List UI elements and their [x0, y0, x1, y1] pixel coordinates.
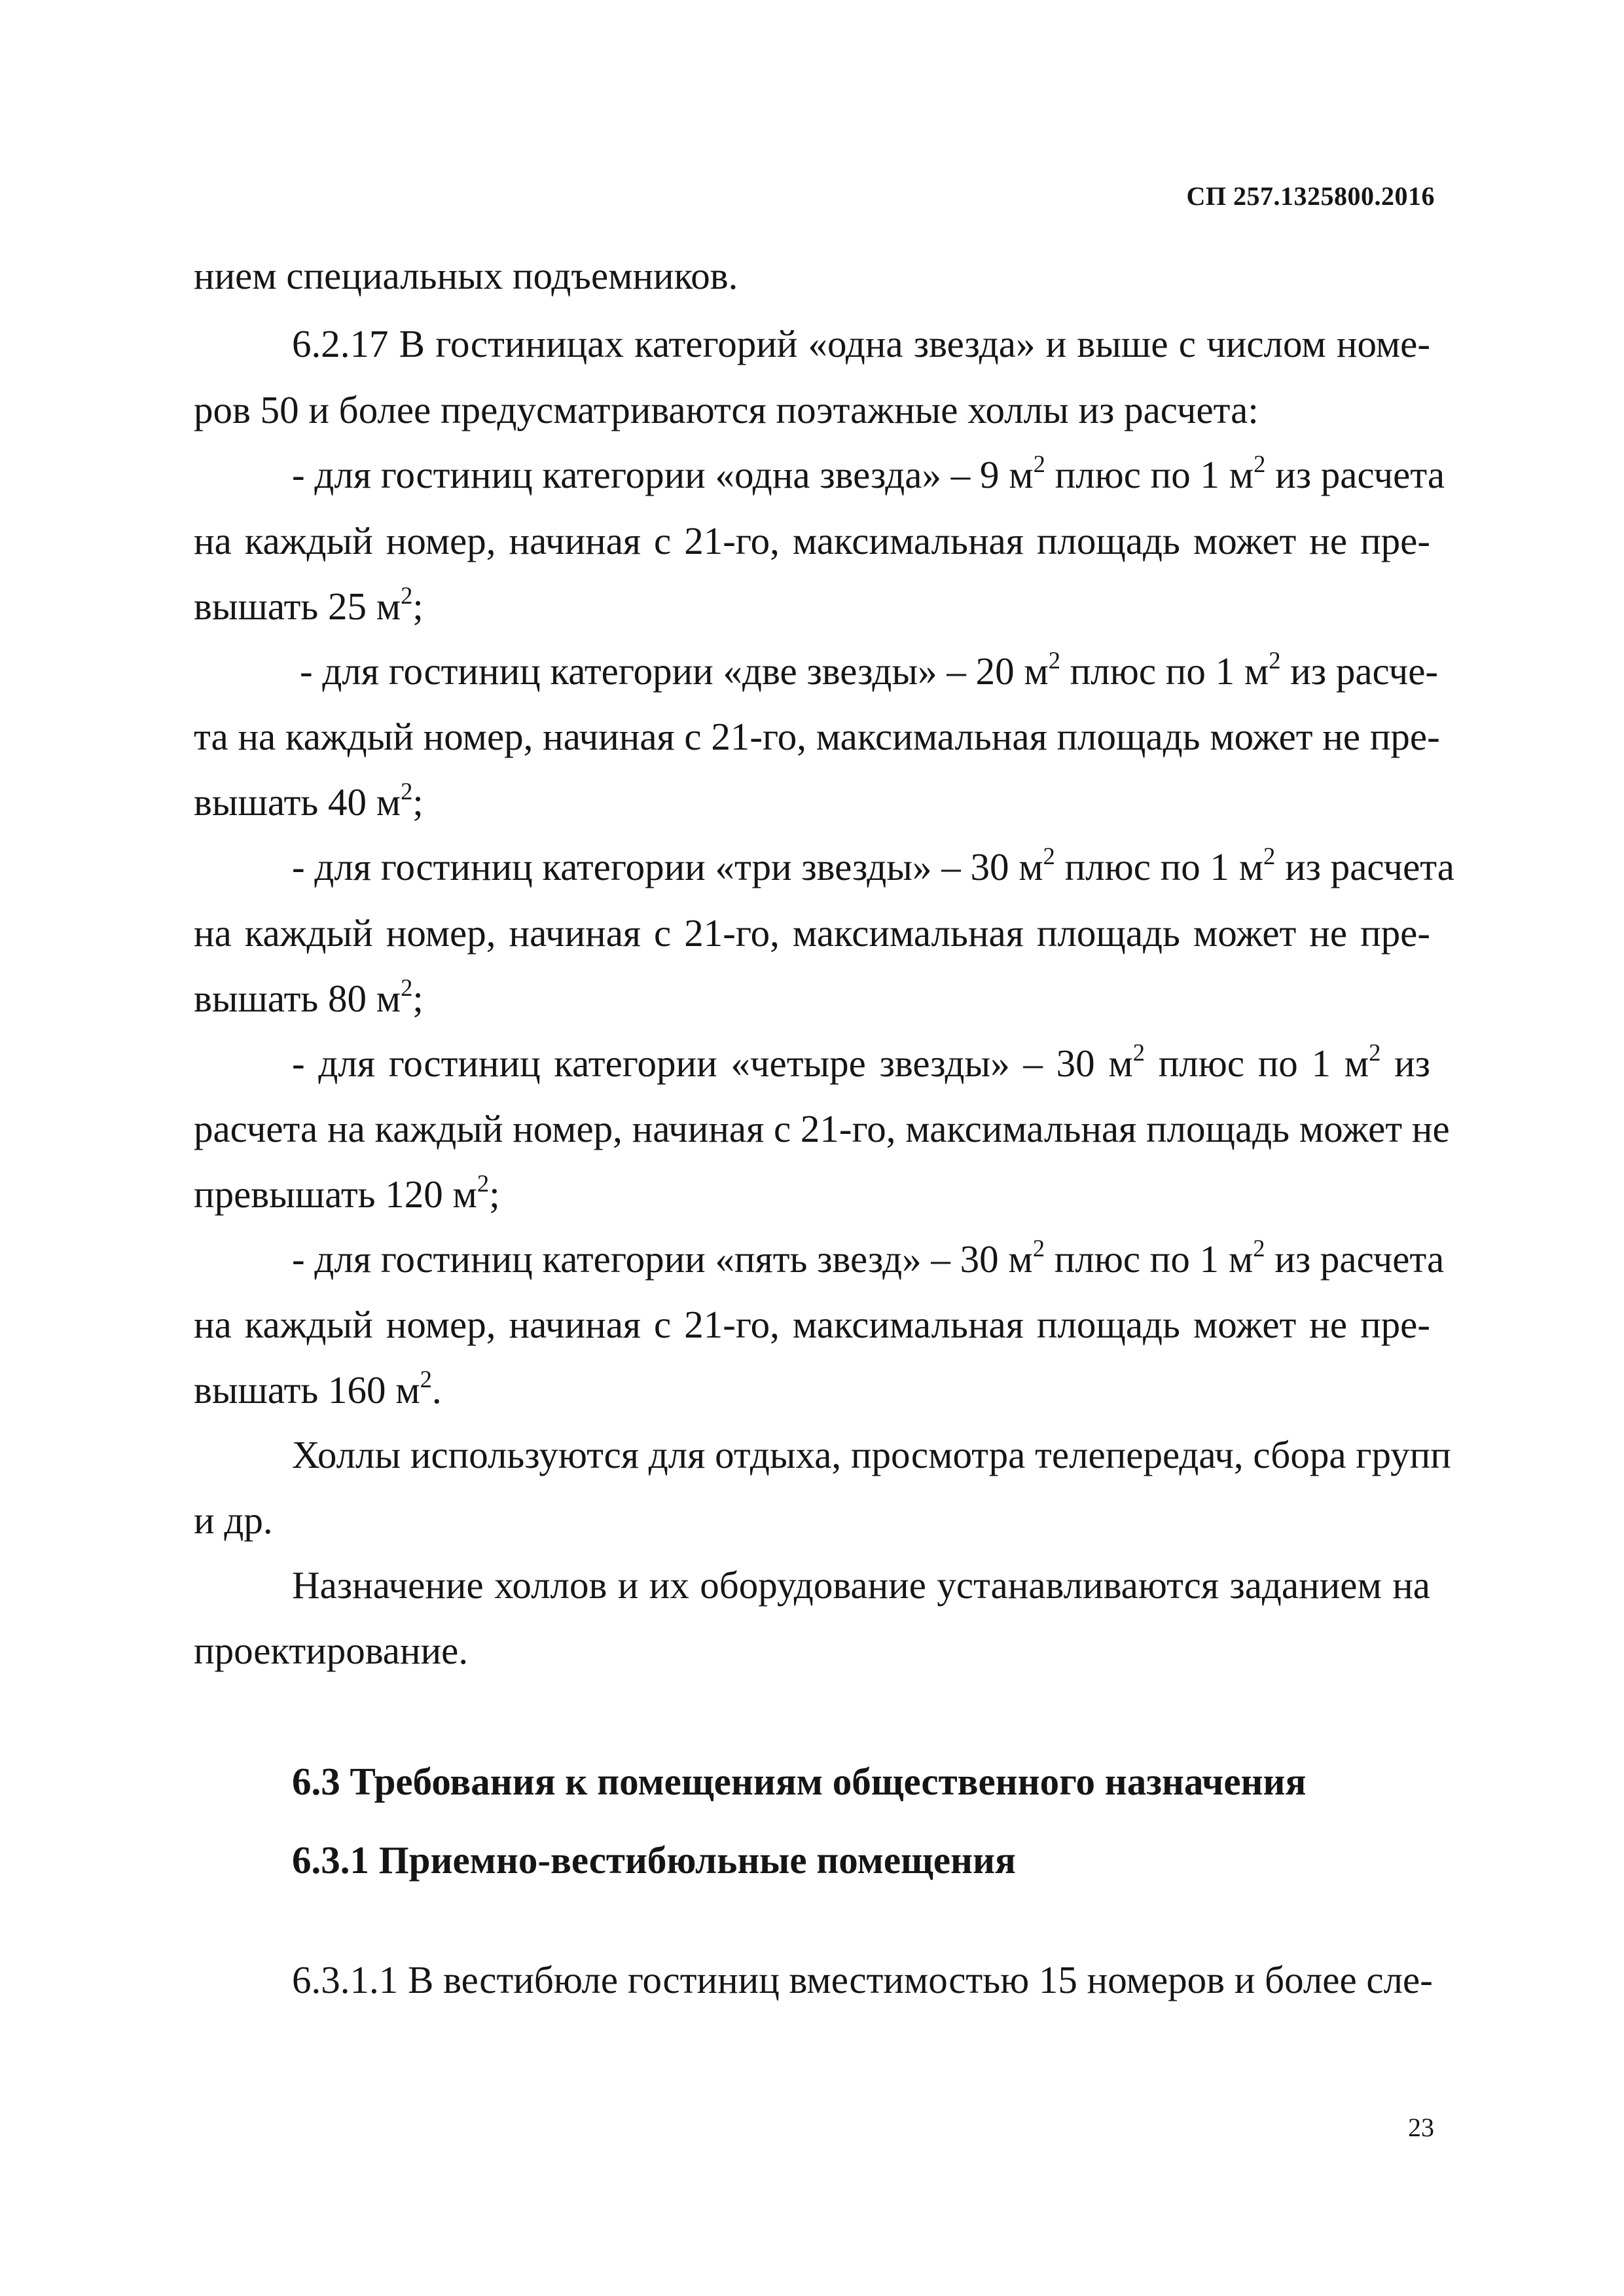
list-item-two-star: - для гостиниц категории «две звезды» – 20 $м^2$ плюс по 1 $м^2$ из расче- — [300, 646, 1439, 693]
text-line: на каждый номер, начиная с 21-го, максимальная площадь может не пре- — [194, 1303, 1430, 1346]
text-line: и др. — [194, 1499, 273, 1542]
list-item-three-star: - для гостиниц категории «три звезды» – 30 $м^2$ плюс по 1 $м^2$ из расчета — [292, 842, 1454, 888]
text-line: вышать 160 $м^2$. — [194, 1365, 442, 1412]
page-number: 23 — [1408, 2113, 1434, 2142]
list-item-one-star: - для гостиниц категории «одна звезда» – 9 $м^2$ плюс по 1 $м^2$ из расчета — [292, 450, 1445, 496]
text-line: проектирование. — [194, 1629, 469, 1672]
text-line: вышать 80 $м^2$; — [194, 974, 424, 1020]
paragraph-halls-purpose: Назначение холлов и их оборудование устанавливаются заданием на — [292, 1563, 1430, 1607]
text-line: на каждый номер, начиная с 21-го, максимальная площадь может не пре- — [194, 519, 1430, 562]
page-header: СП 257.1325800.2016 — [1186, 181, 1435, 211]
text-line: вышать 40 $м^2$; — [194, 777, 424, 824]
paragraph-6-3-1-1: 6.3.1.1 В вестибюле гостиниц вместимостью 15 номеров и более сле- — [292, 1958, 1433, 2001]
paragraph-6-2-17-line: 6.2.17 В гостиницах категорий «одна звезда» и выше с числом номе- — [292, 322, 1430, 365]
list-item-five-star: - для гостиниц категории «пять звезд» – 30 $м^2$ плюс по 1 $м^2$ из расчета — [292, 1234, 1445, 1281]
text-line: ров 50 и более предусматриваются поэтажные холлы из расчета: — [194, 388, 1259, 431]
text-line: расчета на каждый номер, начиная с 21-го, максимальная площадь может не — [194, 1107, 1450, 1150]
section-heading-6-3-1: 6.3.1 Приемно-вестибюльные помещения — [292, 1838, 1016, 1882]
text-line: на каждый номер, начиная с 21-го, максимальная площадь может не пре- — [194, 911, 1430, 955]
text-line: нием специальных подъемников. — [194, 254, 738, 297]
paragraph-halls-use: Холлы используются для отдыха, просмотра телепередач, сбора групп — [292, 1433, 1451, 1476]
text-line: превышать 120 $м^2$; — [194, 1169, 500, 1216]
list-item-four-star: - для гостиниц категории «четыре звезды» – 30 $м^2$ плюс по 1 $м^2$ из — [292, 1038, 1430, 1085]
text-line: вышать 25 $м^2$; — [194, 581, 424, 628]
text-line: та на каждый номер, начиная с 21-го, максимальная площадь может не пре- — [194, 715, 1440, 758]
section-heading-6-3: 6.3 Требования к помещениям общественного назначения — [292, 1760, 1307, 1803]
